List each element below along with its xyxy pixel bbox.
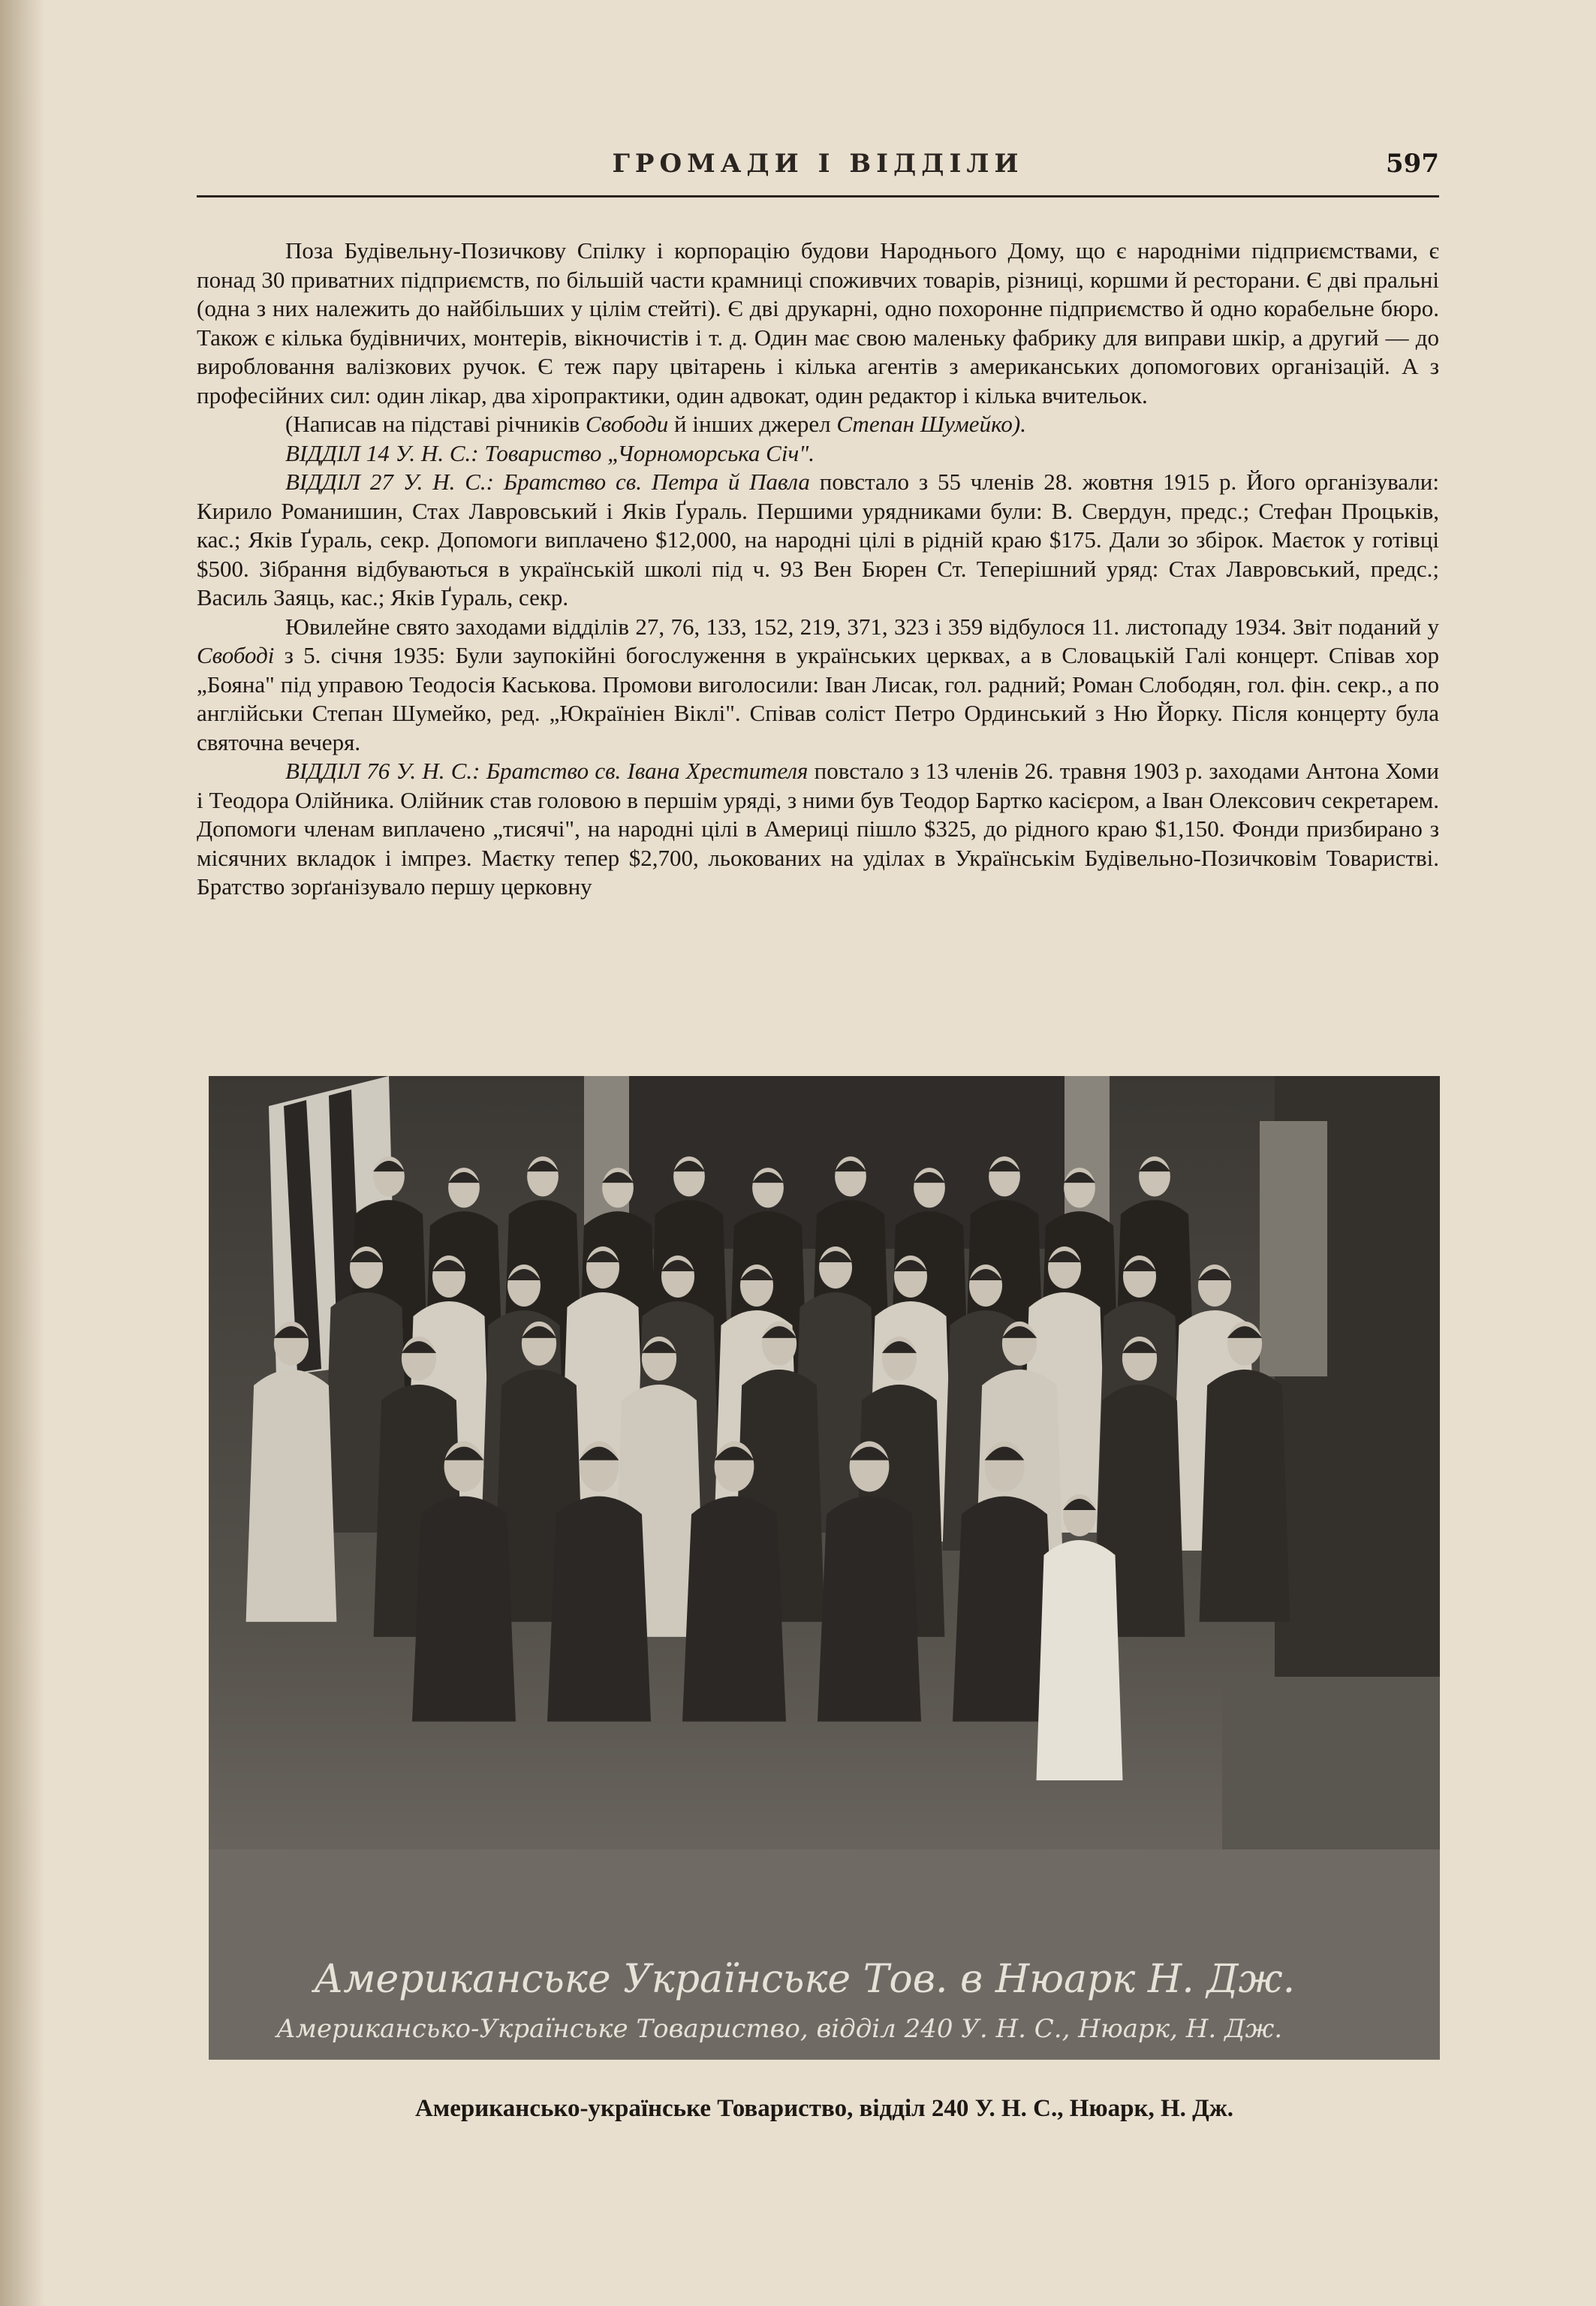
photo-image bbox=[209, 1076, 1440, 2060]
paragraph bbox=[197, 468, 1439, 613]
text-run: ВІДДІЛ 14 У. Н. С.: Товариство „Чорноморська Січ". bbox=[285, 439, 815, 466]
page-edge-shadow bbox=[0, 0, 45, 2306]
body-text bbox=[197, 237, 1439, 902]
page-header bbox=[197, 149, 1439, 197]
paragraph bbox=[197, 410, 1439, 439]
text-run: повстало з 55 членів 28. жовтня 1915 р. Його організували: Кирило Романишин, Стах Лавровський і Яків Ґураль. Першими урядниками були: В. Свердун, предс.; Стефан Процьків, кас.; Яків Ґураль, секр. Допомоги виплачено $12,000, на народні цілі в рідній краю $175. Дали зо збірок. Маєток у готівці $500. Зібрання відбуваються в українській школі під ч. 93 Вен Бюрен Ст. Теперішний уряд: Стах Лавровський, предс.; Василь Заяць, кас.; Яків Ґураль, секр. bbox=[197, 469, 1439, 610]
paragraph bbox=[197, 613, 1439, 758]
text-run: ВІДДІЛ 27 У. Н. С.: Братство св. Петра й Павла bbox=[285, 469, 810, 495]
page-number: 597 bbox=[1386, 149, 1439, 179]
text-run: Ювилейне свято заходами відділів 27, 76, 133, 152, 219, 371, 323 і 359 відбулося 11. листопаду 1934. Звіт поданий у bbox=[285, 613, 1439, 640]
handwriting-line-1: Американське Українське Тов. в Нюарк Н. Дж. bbox=[314, 1957, 1296, 2002]
text-run: Свободі bbox=[197, 642, 275, 668]
paragraph bbox=[197, 237, 1439, 410]
paragraph bbox=[197, 757, 1439, 902]
text-run: Степан Шумейко). bbox=[836, 411, 1026, 437]
text-run: з 5. січня 1935: Були заупокійні богослуження в українських церквах, а в Словацькій Галі концерт. Співав хор „Бояна" під управою Теодосія Каськова. Промови виголосили: Іван Лисак, гол. радний; Роман Слободян, гол. фін. секр., а по англійськи Степан Шумейко, ред. „Юкраїніен Віклі". Співав соліст Петро Ординський з Ню Йорку. Після концерту була святочна вечеря. bbox=[197, 642, 1439, 755]
text-run: повстало з 13 членів 26. травня 1903 р. заходами Антона Хоми і Теодора Олійника. Олійник став головою в першім уряді, з ними був Теодор Бартко касієром, а Іван Олексович секретарем. Допомоги членам виплачено „тисячі", на народні цілі в Америці пішло $325, до рідного краю $1,150. Фонди призбирано з місячних вкладок і імпрез. Маєтку тепер $2,700, льокованих на уділах в Українськім Будівельно-Позичковім Товаристві. Братство зорґанізувало першу церковну bbox=[197, 758, 1439, 900]
photo-caption: Американсько-українське Товариство, відділ 240 У. Н. С., Нюарк, Н. Дж. bbox=[414, 2095, 1234, 2122]
paragraph bbox=[197, 439, 1439, 469]
text-run: (Написав на підставі річників bbox=[285, 411, 586, 437]
text-run: й інших джерел bbox=[668, 411, 837, 437]
group-photograph bbox=[209, 1076, 1440, 2060]
handwriting-line-2: Американсько-Українське Товариство, відділ 240 У. Н. С., Нюарк, Н. Дж. bbox=[276, 2014, 1283, 2044]
text-run: ВІДДІЛ 76 У. Н. С.: Братство св. Івана Хрестителя bbox=[285, 758, 809, 784]
banner bbox=[1260, 1121, 1327, 1376]
text-run: Свободи bbox=[586, 411, 669, 437]
running-head: ГРОМАДИ І ВІДДІЛИ bbox=[612, 149, 1024, 179]
text-run: Поза Будівельну-Позичкову Спілку і корпорацію будови Народнього Дому, що є народніми підприємствами, є понад 30 приватних підприємств, по більшій части крамниці споживчих товарів, різниці, коршми й ресторани. Є дві пральні (одна з них належить до найбільших у цілім стейті). Є дві друкарні, одно похоронне підприємство й одно корабельне бюро. Також є кілька будівничих, монтерів, вікночистів і т. д. Один має свою маленьку фабрику для виправи шкір, а другий — до виробловання валізкових ручок. Є теж пару цвітарень і кілька агентів з американських допомогових організацій. А з професійних сил: один лікар, два хіропрактики, один адвокат, один редактор і кілька вчительок. bbox=[197, 237, 1439, 408]
